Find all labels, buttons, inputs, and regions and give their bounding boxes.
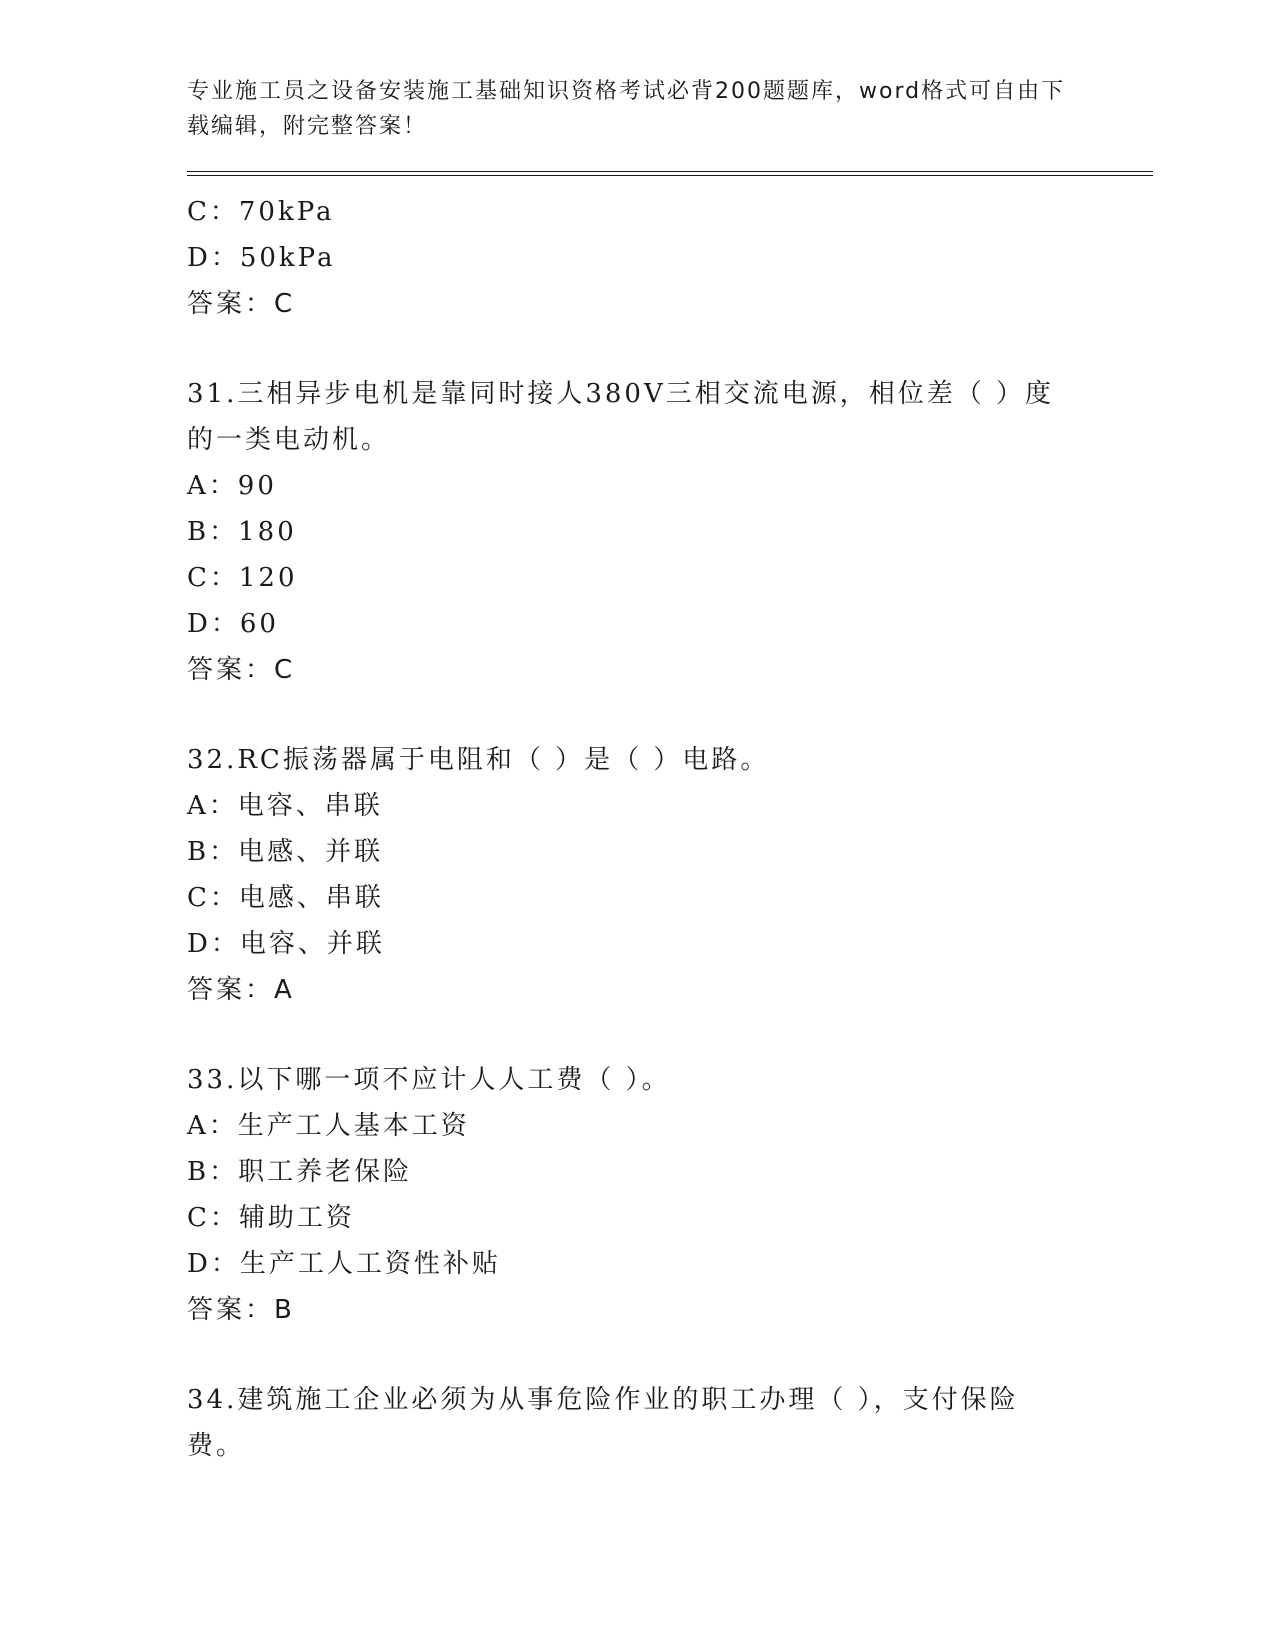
document-header — [187, 74, 1067, 144]
header-title: 专业施工员之设备安装施工基础知识资格考试必背200题题库，word格式可自由下载编辑，附完整答案！ — [187, 79, 1066, 139]
question-stem: 33.以下哪一项不应计人人工费（ ）。 — [187, 1065, 671, 1095]
question-stem: 32.RC振荡器属于电阻和（ ）是（ ）电路。 — [187, 745, 770, 775]
question-content — [187, 189, 1087, 1469]
header-rule-top — [187, 171, 1153, 172]
question-stem: 34.建筑施工企业必须为从事危险作业的职工办理（ ），支付保险费。 — [187, 1385, 1019, 1461]
option-line: A：90 — [187, 471, 277, 501]
answer-line: 答案：A — [187, 975, 295, 1005]
option-line: D：50kPa — [187, 243, 336, 273]
answer-line: 答案：B — [187, 1295, 295, 1325]
spacer — [187, 327, 1087, 371]
spacer — [187, 1013, 1087, 1057]
question-stem: 31.三相异步电机是靠同时接人380V三相交流电源，相位差（ ）度的一类电动机。 — [187, 379, 1055, 455]
option-line: A：电容、串联 — [187, 791, 383, 821]
option-line: B：180 — [187, 517, 297, 547]
option-line: C：电感、串联 — [187, 883, 384, 913]
spacer — [187, 1333, 1087, 1377]
option-line: D：60 — [187, 609, 279, 639]
option-line: C：辅助工资 — [187, 1203, 355, 1233]
option-line: D：电容、并联 — [187, 929, 385, 959]
answer-line: 答案：C — [187, 655, 296, 685]
option-line: B：职工养老保险 — [187, 1157, 413, 1187]
option-line: C：70kPa — [187, 197, 335, 227]
option-line: B：电感、并联 — [187, 837, 384, 867]
option-line: A：生产工人基本工资 — [187, 1111, 470, 1141]
spacer — [187, 693, 1087, 737]
option-line: C：120 — [187, 563, 298, 593]
header-rule-bottom — [187, 175, 1153, 176]
option-line: D：生产工人工资性补贴 — [187, 1249, 501, 1279]
answer-line: 答案：C — [187, 289, 296, 319]
